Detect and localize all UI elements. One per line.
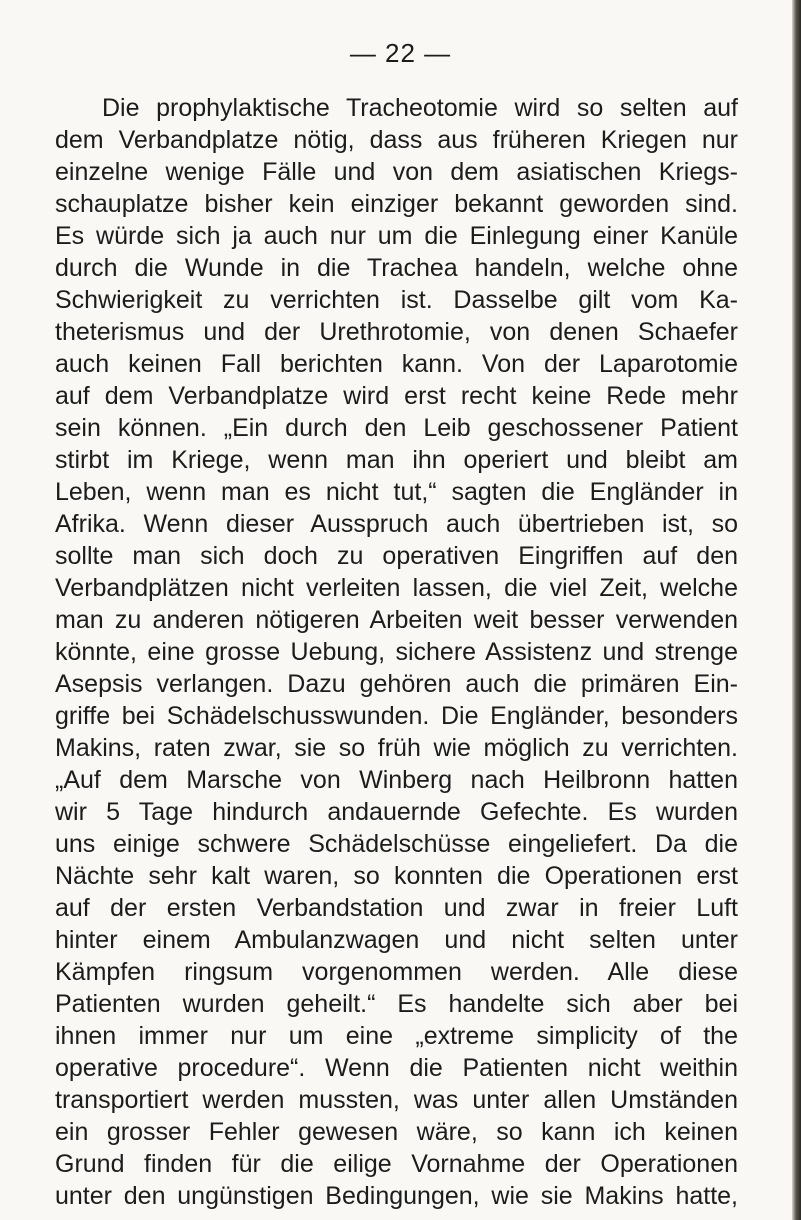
- text-line: transportiert werden mussten, was unter allen Umständen: [55, 1086, 738, 1114]
- text-line: Grund finden für die eilige Vornahme der Operationen: [55, 1150, 738, 1178]
- text-line: griffe bei Schädelschusswunden. Die Engländer, besonders: [55, 702, 738, 730]
- text-line: Makins, raten zwar, sie so früh wie möglich zu verrichten.: [55, 734, 738, 762]
- text-line: stirbt im Kriege, wenn man ihn operiert und bleibt am: [55, 446, 738, 474]
- text-line: theterismus und der Urethrotomie, von denen Schaefer: [55, 318, 738, 346]
- text-line: hinter einem Ambulanzwagen und nicht selten unter: [55, 926, 738, 954]
- text-line: Patienten wurden geheilt.“ Es handelte sich aber bei: [55, 990, 738, 1018]
- text-line: Es würde sich ja auch nur um die Einlegung einer Kanüle: [55, 222, 738, 250]
- text-line: Die prophylaktische Tracheotomie wird so selten auf: [102, 94, 738, 122]
- text-line: sollte man sich doch zu operativen Eingriffen auf den: [55, 542, 738, 570]
- text-line: könnte, eine grosse Uebung, sichere Assistenz und strenge: [55, 638, 738, 666]
- text-line: dem Verbandplatze nötig, dass aus früheren Kriegen nur: [55, 126, 738, 154]
- page-number: — 22 —: [349, 38, 452, 68]
- text-line: schauplatze bisher kein einziger bekannt geworden sind.: [55, 190, 738, 218]
- text-line: auf dem Verbandplatze wird erst recht keine Rede mehr: [55, 382, 738, 410]
- text-line: Kämpfen ringsum vorgenommen werden. Alle diese: [55, 958, 738, 986]
- text-line: Schwierigkeit zu verrichten ist. Dasselbe gilt vom Ka-: [55, 286, 738, 314]
- text-line: wir 5 Tage hindurch andauernde Gefechte. Es wurden: [55, 798, 738, 826]
- text-line: Verbandplätzen nicht verleiten lassen, die viel Zeit, welche: [55, 574, 738, 602]
- text-line: Leben, wenn man es nicht tut,“ sagten die Engländer in: [55, 478, 738, 506]
- text-line: unter den ungünstigen Bedingungen, wie sie Makins hatte,: [55, 1182, 738, 1210]
- text-line: auf der ersten Verbandstation und zwar in freier Luft: [55, 894, 738, 922]
- text-line: uns einige schwere Schädelschüsse eingeliefert. Da die: [55, 830, 738, 858]
- text-line: ein grosser Fehler gewesen wäre, so kann ich keinen: [55, 1118, 738, 1146]
- page-edge-shadow: [792, 0, 801, 1220]
- text-line: durch die Wunde in die Trachea handeln, welche ohne: [55, 254, 738, 282]
- text-line: operative procedure“. Wenn die Patienten nicht weithin: [55, 1054, 738, 1082]
- text-line: man zu anderen nötigeren Arbeiten weit besser verwenden: [55, 606, 738, 634]
- text-line: einzelne wenige Fälle und von dem asiatischen Kriegs-: [55, 158, 738, 186]
- text-line: auch keinen Fall berichten kann. Von der Laparotomie: [55, 350, 738, 378]
- text-line: sein können. „Ein durch den Leib geschossener Patient: [55, 414, 738, 442]
- text-line: Afrika. Wenn dieser Ausspruch auch übertrieben ist, so: [55, 510, 738, 538]
- text-line: ihnen immer nur um eine „extreme simplicity of the: [55, 1022, 738, 1050]
- text-line: Nächte sehr kalt waren, so konnten die Operationen erst: [55, 862, 738, 890]
- text-line: „Auf dem Marsche von Winberg nach Heilbronn hatten: [55, 766, 738, 794]
- text-line: Asepsis verlangen. Dazu gehören auch die primären Ein-: [55, 670, 738, 698]
